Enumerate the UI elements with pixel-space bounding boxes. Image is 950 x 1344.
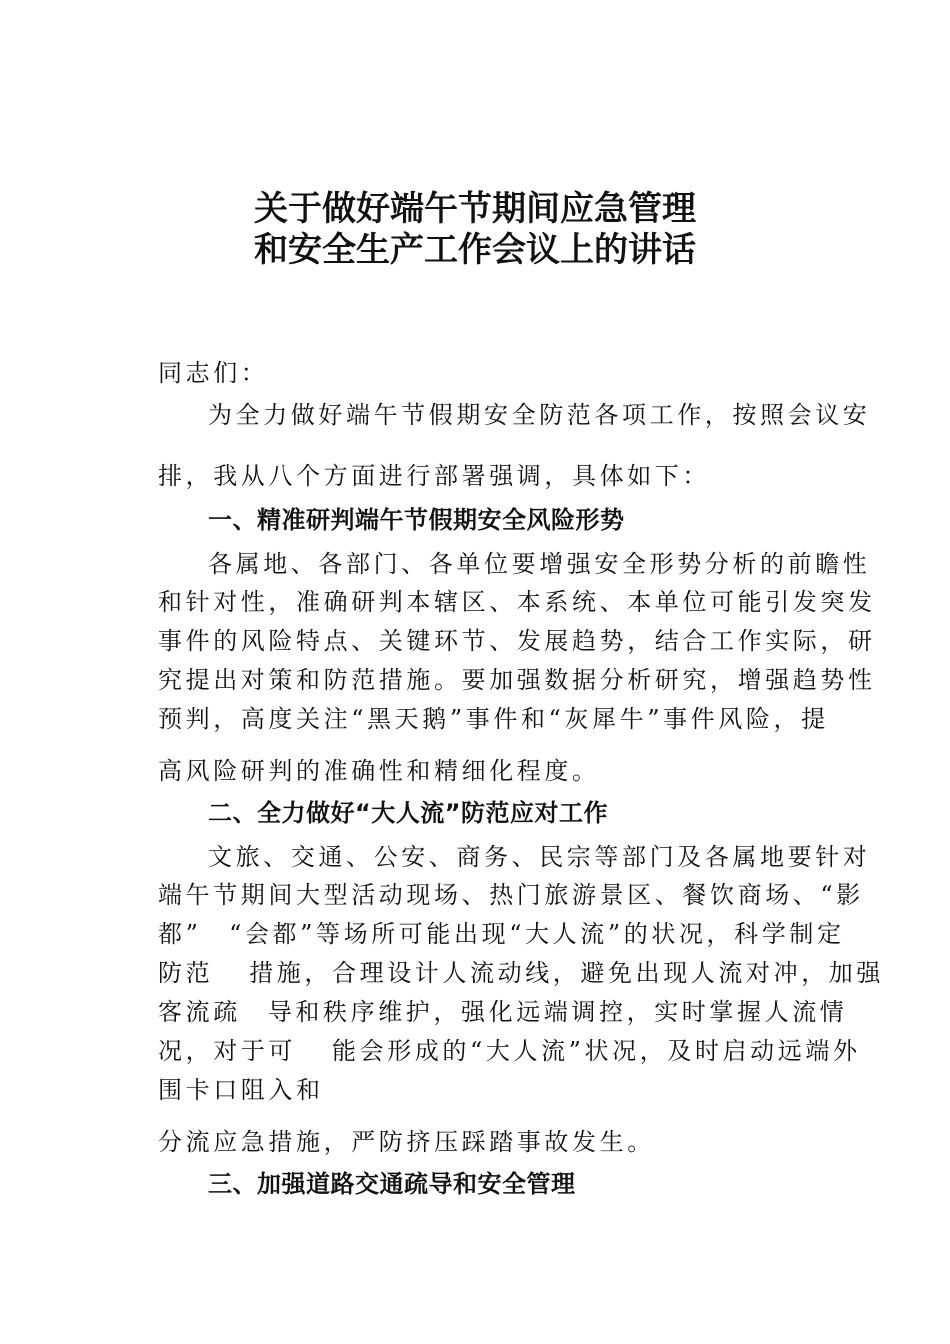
section1-line-4: 究提出对策和防范措施。要加强数据分析研究，增强趋势性 [158,666,876,694]
section1-line-2: 和针对性，准确研判本辖区、本系统、本单位可能引发突发 [158,588,876,616]
section2-line-6 [158,1036,861,1066]
section2-line-5-part-a: 客流疏 [158,998,241,1026]
section2-line-2: 端午节期间大型活动现场、热门旅游景区、餐饮商场、“影 [158,881,864,909]
section2-line-7: 围卡口阻入和 [158,1076,324,1104]
intro-line-1: 为全力做好端午节假期安全防范各项工作，按照会议安 [208,401,871,429]
section2-line-8: 分流应急措施，严防挤压踩踏事故发生。 [158,1128,655,1156]
section2-line-4 [158,958,884,988]
document-title-line-2: 和安全生产工作会议上的讲话 [254,230,696,270]
section-heading-1: 一、精准研判端午节假期安全风险形势 [208,506,625,534]
section1-line-6: 高风险研判的准确性和精细化程度。 [158,757,600,785]
section1-line-3: 事件的风险特点、关键环节、发展趋势，结合工作实际，研 [158,627,876,655]
section1-line-1: 各属地、各部门、各单位要增强安全形势分析的前瞻性 [208,550,871,578]
section2-line-6-part-b: 能会形成的“大人流”状况，及时启动远端外 [332,1037,861,1065]
section-heading-2: 二、全力做好“大人流”防范应对工作 [208,799,609,827]
section2-line-1: 文旅、交通、公安、商务、民宗等部门及各属地要针对 [208,843,871,871]
section2-line-6-part-a: 况，对于可 [158,1037,296,1065]
intro-line-2: 排，我从八个方面进行部署强调，具体如下： [158,462,710,490]
section2-line-5 [158,997,847,1027]
section2-line-3: 都” “会都”等场所可能出现“大人流”的状况，科学制定 [158,920,845,948]
section2-line-4-part-b: 措施，合理设计人流动线，避免出现人流对冲，加强 [249,959,885,987]
section2-line-4-part-a: 防范 [158,959,214,987]
document-title-line-1: 关于做好端午节期间应急管理 [254,189,696,229]
salutation: 同志们： [158,359,269,387]
section2-line-5-part-b: 导和秩序维护，强化远端调控，实时掌握人流情 [267,998,848,1026]
section-heading-3: 三、加强道路交通疏导和安全管理 [208,1170,576,1198]
section1-line-5: 预判，高度关注“黑天鹅”事件和“灰犀牛”事件风险，提 [158,705,829,733]
